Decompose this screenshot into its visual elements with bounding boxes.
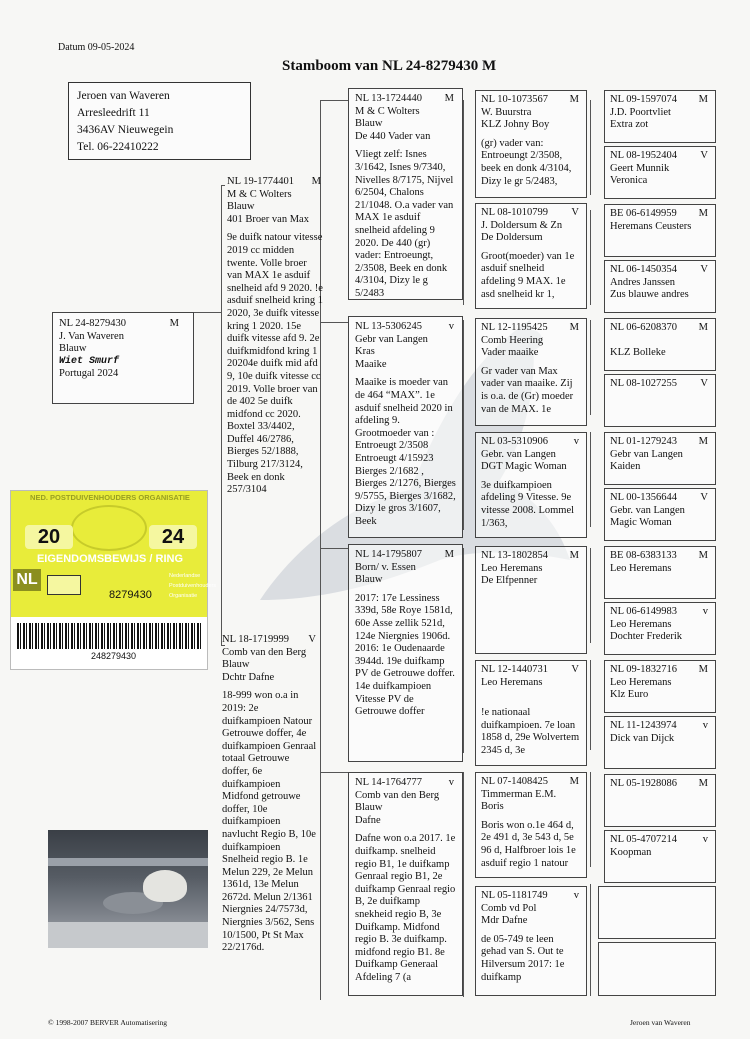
ggp-sex: M [569, 322, 579, 333]
grandparent-sex: M [444, 93, 454, 104]
gen4-line1: Leo Heremans [610, 618, 672, 630]
mother-ring: NL 18-1719999 [222, 634, 289, 645]
ggp-ring: NL 07-1408425 [481, 776, 548, 787]
great-grandparent-box [475, 546, 587, 654]
father-color: Blauw [227, 201, 255, 213]
mother-breeder: Comb van den Berg [222, 646, 307, 658]
grandparent-ring: NL 14-1795807 [355, 549, 422, 560]
gen4-line1: Heremans Ceusters [610, 220, 692, 232]
gen4-line2: Veronica [610, 175, 648, 187]
date-label: Datum 09-05-2024 [58, 42, 135, 53]
sticker-seal-icon [71, 505, 147, 551]
footer-owner: Jeroen van Waveren [630, 1018, 691, 1027]
gen4-ring: NL 06-1450354 [610, 264, 677, 275]
ggp-name: Vader maaike [481, 347, 539, 359]
grandparent-color: Blauw [355, 802, 383, 814]
gen4-ring: NL 09-1597074 [610, 94, 677, 105]
ggp-name: De Elfpenner [481, 575, 538, 587]
gen4-box [598, 886, 716, 939]
gen4-ring: NL 06-6208370 [610, 322, 677, 333]
gen4-ring: NL 08-1027255 [610, 378, 677, 389]
gen4-ring: BE 06-6149959 [610, 208, 677, 219]
ggp-sex: M [569, 94, 579, 105]
gen4-line1: Gebr van Langen [610, 448, 683, 460]
grandparent-sex: v [448, 321, 454, 332]
ggp-name: Mdr Dafne [481, 915, 528, 927]
gen4-box [604, 146, 716, 199]
grandparent-breeder: Comb van den Berg [355, 789, 440, 801]
gen4-box [604, 774, 716, 827]
subject-ring: NL 24-8279430 [59, 318, 126, 329]
sticker-year-right: 24 [149, 525, 197, 549]
gen4-box [604, 546, 716, 599]
gen4-sex: M [698, 208, 708, 219]
gen4-box [604, 204, 716, 257]
grandparent-color: Kras [355, 346, 375, 358]
ggp-notes: (gr) vader van: Entroeungt 2/3508, beek en donk 4/3104, Dizy le gr 5/2483, [481, 137, 572, 187]
gen4-box [604, 374, 716, 427]
ggp-breeder: W. Buurstra [481, 106, 532, 118]
grandparent-ring: NL 14-1764777 [355, 777, 422, 788]
ggp-notes: de 05-749 te leen gehad van S. Out te Hilversum 2017: 1e duifkamp [481, 933, 565, 983]
gen4-line1: Andres Janssen [610, 276, 676, 288]
grandparent-ring: NL 13-1724440 [355, 93, 422, 104]
ggp-ring: NL 12-1195425 [481, 322, 548, 333]
gen4-line2: Klz Euro [610, 689, 649, 701]
grandparent-notes: Dafne won o.a 2017. 1e duifkamp. snelheid regio B1, 1e duifkamp Genraal regio B1, 2e duifkamp Genraal regio B, 2e duifkamp snekheid regio B, 3e Duifkamp. Midfond regio B. 3e duifkamp. midfond regio B1. 8e Duifkamp Generaal Afdeling 7 (a [355, 833, 456, 983]
mother-sex: V [308, 634, 316, 645]
grandparent-name: Maaike [355, 358, 387, 370]
mother-notes: 18-999 won o.a in 2019: 2e duifkampioen Natour Getrouwe doffer, 4e duifkampioen Genraal totaal Getrouwe doffer, 6e duifkampioen Midfond getrouwe doffer, 10e duifkampioen navlucht Regio B, 10e duifkampioen Snelheid regio B. 1e Melun 229, 2e Melun 1361d, 13e Melun 2672d. Melun 2/1361 Niergnies 24/7573d, Niergnies 3/562, Sens 10/1500, Pt St Max 22/2176d. [222, 690, 317, 954]
ggp-breeder: Timmerman E.M. [481, 788, 557, 800]
gen4-line2: Magic Woman [610, 517, 672, 529]
gen4-sex: M [698, 778, 708, 789]
gen4-sex: v [702, 720, 708, 731]
gen4-ring: NL 11-1243974 [610, 720, 677, 731]
sticker-country: NL [13, 569, 41, 591]
gen4-box [604, 660, 716, 713]
ggp-ring: NL 03-5310906 [481, 436, 548, 447]
gen4-ring: NL 05-1928086 [610, 778, 677, 789]
ggp-breeder: Leo Heremans [481, 562, 543, 574]
ggp-name: Boris [481, 801, 504, 813]
gen4-line1 [610, 335, 710, 347]
grandparent-breeder: Gebr van Langen [355, 333, 428, 345]
great-grandparent-box [475, 90, 587, 198]
gen4-box [604, 716, 716, 769]
owner-name: Jeroen van Waveren [77, 90, 170, 102]
grandparent-breeder: M & C Wolters [355, 105, 420, 117]
sticker-year-left: 20 [25, 525, 73, 549]
ggp-sex: v [573, 436, 579, 447]
ggp-sex: M [569, 776, 579, 787]
ggp-breeder: Comb Heering [481, 334, 544, 346]
father-sex: M [311, 176, 321, 187]
ggp-sex: V [571, 664, 579, 675]
gen4-line1: J.D. Poortvliet [610, 106, 671, 118]
gen4-line1: Gebr. van Langen [610, 504, 685, 516]
gen4-line1: Koopman [610, 846, 652, 858]
ggp-name: DGT Magic Woman [481, 461, 567, 473]
owner-street: Arresleedrift 11 [77, 107, 150, 119]
subject-breeder: J. Van Waveren [59, 330, 124, 342]
ggp-breeder: J. Doldersum & Zn [481, 219, 563, 231]
gen4-ring: NL 05-4707214 [610, 834, 677, 845]
father-box [221, 172, 329, 530]
gen4-sex: v [702, 834, 708, 845]
ggp-sex: M [569, 550, 579, 561]
gen4-ring: NL 08-1952404 [610, 150, 677, 161]
great-grandparent-box [475, 432, 587, 538]
grandparent-breeder: Born/ v. Essen [355, 561, 416, 573]
sticker-org: NED. POSTDUIVENHOUDERS ORGANISATIE [30, 493, 190, 502]
sticker-ring-icon [47, 575, 81, 595]
ggp-sex: V [571, 207, 579, 218]
grandparent-sex: M [444, 549, 454, 560]
gen4-ring: NL 00-1356644 [610, 492, 677, 503]
gen4-sex: M [698, 322, 708, 333]
gen4-box [604, 488, 716, 541]
gen4-box [604, 602, 716, 655]
gen4-line2: KLZ Bolleke [610, 346, 666, 358]
grandparent-box [348, 88, 463, 300]
gen4-line2: Kaiden [610, 461, 641, 473]
sticker-logo-p: Postduivenhouders [169, 583, 217, 589]
ggp-name: KLZ Johny Boy [481, 119, 550, 131]
owner-phone: Tel. 06-22410222 [77, 141, 159, 153]
sticker-logo-n: Nederlandse [169, 573, 201, 579]
gen4-box [604, 90, 716, 143]
gen4-sex: M [698, 664, 708, 675]
grandparent-sex: v [448, 777, 454, 788]
gen4-sex: v [702, 606, 708, 617]
ggp-breeder: Leo Heremans [481, 676, 543, 688]
ggp-notes: Gr vader van Max vader van maaike. Zij is o.a. de (Gr) moeder van de MAX. 1e [481, 365, 574, 415]
ring-certificate-sticker [10, 490, 217, 670]
gen4-sex: M [698, 550, 708, 561]
ggp-notes: Groot(moeder) van 1e asduif snelheid afdeling 9 MAX. 1e asd snelheid kr 1, [481, 250, 575, 300]
gen4-line1: Leo Heremans [610, 562, 672, 574]
subject-note: Portugal 2024 [59, 368, 119, 380]
gen4-ring: BE 08-6383133 [610, 550, 677, 561]
mother-color: Blauw [222, 659, 250, 671]
great-grandparent-box [475, 660, 587, 766]
gen4-sex: M [698, 436, 708, 447]
sticker-logo [169, 571, 216, 601]
gen4-line1: Leo Heremans [610, 676, 672, 688]
gen4-ring: NL 01-1279243 [610, 436, 677, 447]
gen4-box [604, 432, 716, 485]
gen4-sex: V [700, 150, 708, 161]
subject-box [52, 312, 194, 404]
gen4-line1: Geert Munnik [610, 162, 670, 174]
grandparent-notes: Maaike is moeder van de 464 “MAX”. 1e asduif snelheid 2020 in afdeling 9. Grootmoeder van : Entroeugt 2/3508 Entroeugt 4/15923 Bierges 2/1682 , Bierges 2/1276, Bierges 9/5755, Bierges 3/1682, Dizy le gros 3/1607, Beek [355, 377, 456, 527]
grandparent-box [348, 772, 463, 996]
gen4-line2: Zus blauwe andres [610, 289, 689, 301]
gen4-line2: Extra zot [610, 119, 649, 131]
sticker-title: EIGENDOMSBEWIJS / RING [36, 553, 184, 565]
ggp-ring: NL 12-1440731 [481, 664, 548, 675]
grandparent-box [348, 544, 463, 762]
grandparent-ring: NL 13-5306245 [355, 321, 422, 332]
gen4-sex: V [700, 492, 708, 503]
ggp-notes: !e nationaal duifkampioen. 7e loan 1858 d, 29e Wolvertem 2345 d, 3e [481, 707, 580, 756]
subject-color: Blauw [59, 343, 87, 355]
gen4-sex: M [698, 94, 708, 105]
grandparent-box [348, 316, 463, 538]
father-ring: NL 19-1774401 [227, 176, 294, 187]
gen4-sex: V [700, 264, 708, 275]
great-grandparent-box [475, 318, 587, 426]
father-notes: 9e duifk natour vitesse 2019 cc midden twente. Volle broer van MAX 1e asduif snelheid afd 9 2020. !e asduif snelheid kring 1 2020, 3e duifk vitesse kring 1 2020. 15e duifk vitesse afd 9. 2e duifkmidfond kring 1 20204e duifk mid afd 9, 10e duifk vitesse cc 2019. Volle broer van de 402 5e duifk midfond cc 2020. Boxtel 33/4402, Duffel 46/2786, Bierges 52/1888, Tilburg 217/3124, Beek en donk 257/3104 [227, 232, 323, 496]
great-grandparent-box [475, 203, 587, 309]
grandparent-color: Blauw [355, 574, 383, 586]
sticker-ring-number: 8279430 [109, 589, 152, 601]
gen4-line2: Dochter Frederik [610, 631, 683, 643]
sticker-top [11, 491, 217, 617]
gen4-sex: V [700, 378, 708, 389]
ggp-ring: NL 05-1181749 [481, 890, 548, 901]
ggp-ring: NL 10-1073567 [481, 94, 548, 105]
page-title: Stamboom van NL 24-8279430 M [282, 58, 497, 74]
ggp-breeder: Gebr. van Langen [481, 448, 556, 460]
subject-name: Wiet Smurf [59, 355, 120, 367]
grandparent-name: Dafne [355, 814, 381, 826]
gen4-ring: NL 09-1832716 [610, 664, 677, 675]
mother-name: Dchtr Dafne [222, 671, 275, 683]
grandparent-name: De 440 Vader van [355, 130, 431, 142]
gen4-box [598, 942, 716, 996]
owner-city: 3436AV Nieuwegein [77, 124, 174, 136]
footer-copyright: © 1998-2007 BERVER Automatisering [48, 1018, 168, 1027]
pigeon-nest-photo [48, 830, 208, 948]
grandparent-notes: Vliegt zelf: Isnes 3/1642, Isnes 9/7340, Nivelles 8/7175, Nijvel 6/2504, Chalons 21/1048. O.a vader van MAX 1e asduif snelheid afdeling 9 2020. De 440 (gr) vader: Entroeungt, 2/3508, Beek en donk 4/3104, Dizy le g 5/2483 [355, 149, 454, 299]
great-grandparent-box [475, 886, 587, 996]
father-name: 401 Broer van Max [227, 213, 309, 225]
grandparent-color: Blauw [355, 118, 383, 130]
ggp-notes: 3e duifkampioen afdeling 9 Vitesse. 9e vitesse 2008. Lommel 1/363, [481, 479, 575, 529]
ggp-sex: v [573, 890, 579, 901]
gen4-box [604, 830, 716, 883]
father-breeder: M & C Wolters [227, 188, 292, 200]
gen4-box [604, 318, 716, 371]
great-grandparent-box [475, 772, 587, 878]
subject-sex: M [169, 318, 179, 329]
ggp-ring: NL 13-1802854 [481, 550, 548, 561]
gen4-box [604, 260, 716, 313]
sticker-barcode-number: 248279430 [91, 651, 137, 661]
gen4-ring: NL 06-6149983 [610, 606, 677, 617]
grandparent-notes: 2017: 17e Lessiness 339d, 58e Roye 1581d, 60e Asse zellik 521d, 124e Niergnies 1906d. 2016: 1e Oudenaarde 3944d. 19e duifkamp PV de Getrouwe doffer. 14e duifkampioen Vitesse PV de Getrouwe doffer [355, 592, 455, 718]
mother-box [216, 630, 324, 992]
ggp-breeder: Comb vd Pol [481, 902, 537, 914]
ggp-ring: NL 08-1010799 [481, 207, 548, 218]
barcode-icon [17, 623, 203, 649]
ggp-name: De Doldersum [481, 232, 543, 244]
ggp-notes: Boris won o.1e 464 d, 2e 491 d, 3e 543 d, 5e 96 d, Halfbroer lois 1e asduif regio 1 natour [481, 819, 576, 869]
gen4-line1: Dick van Dijck [610, 732, 675, 744]
sticker-logo-o: Organisatie [169, 593, 198, 599]
owner-box [68, 82, 251, 160]
